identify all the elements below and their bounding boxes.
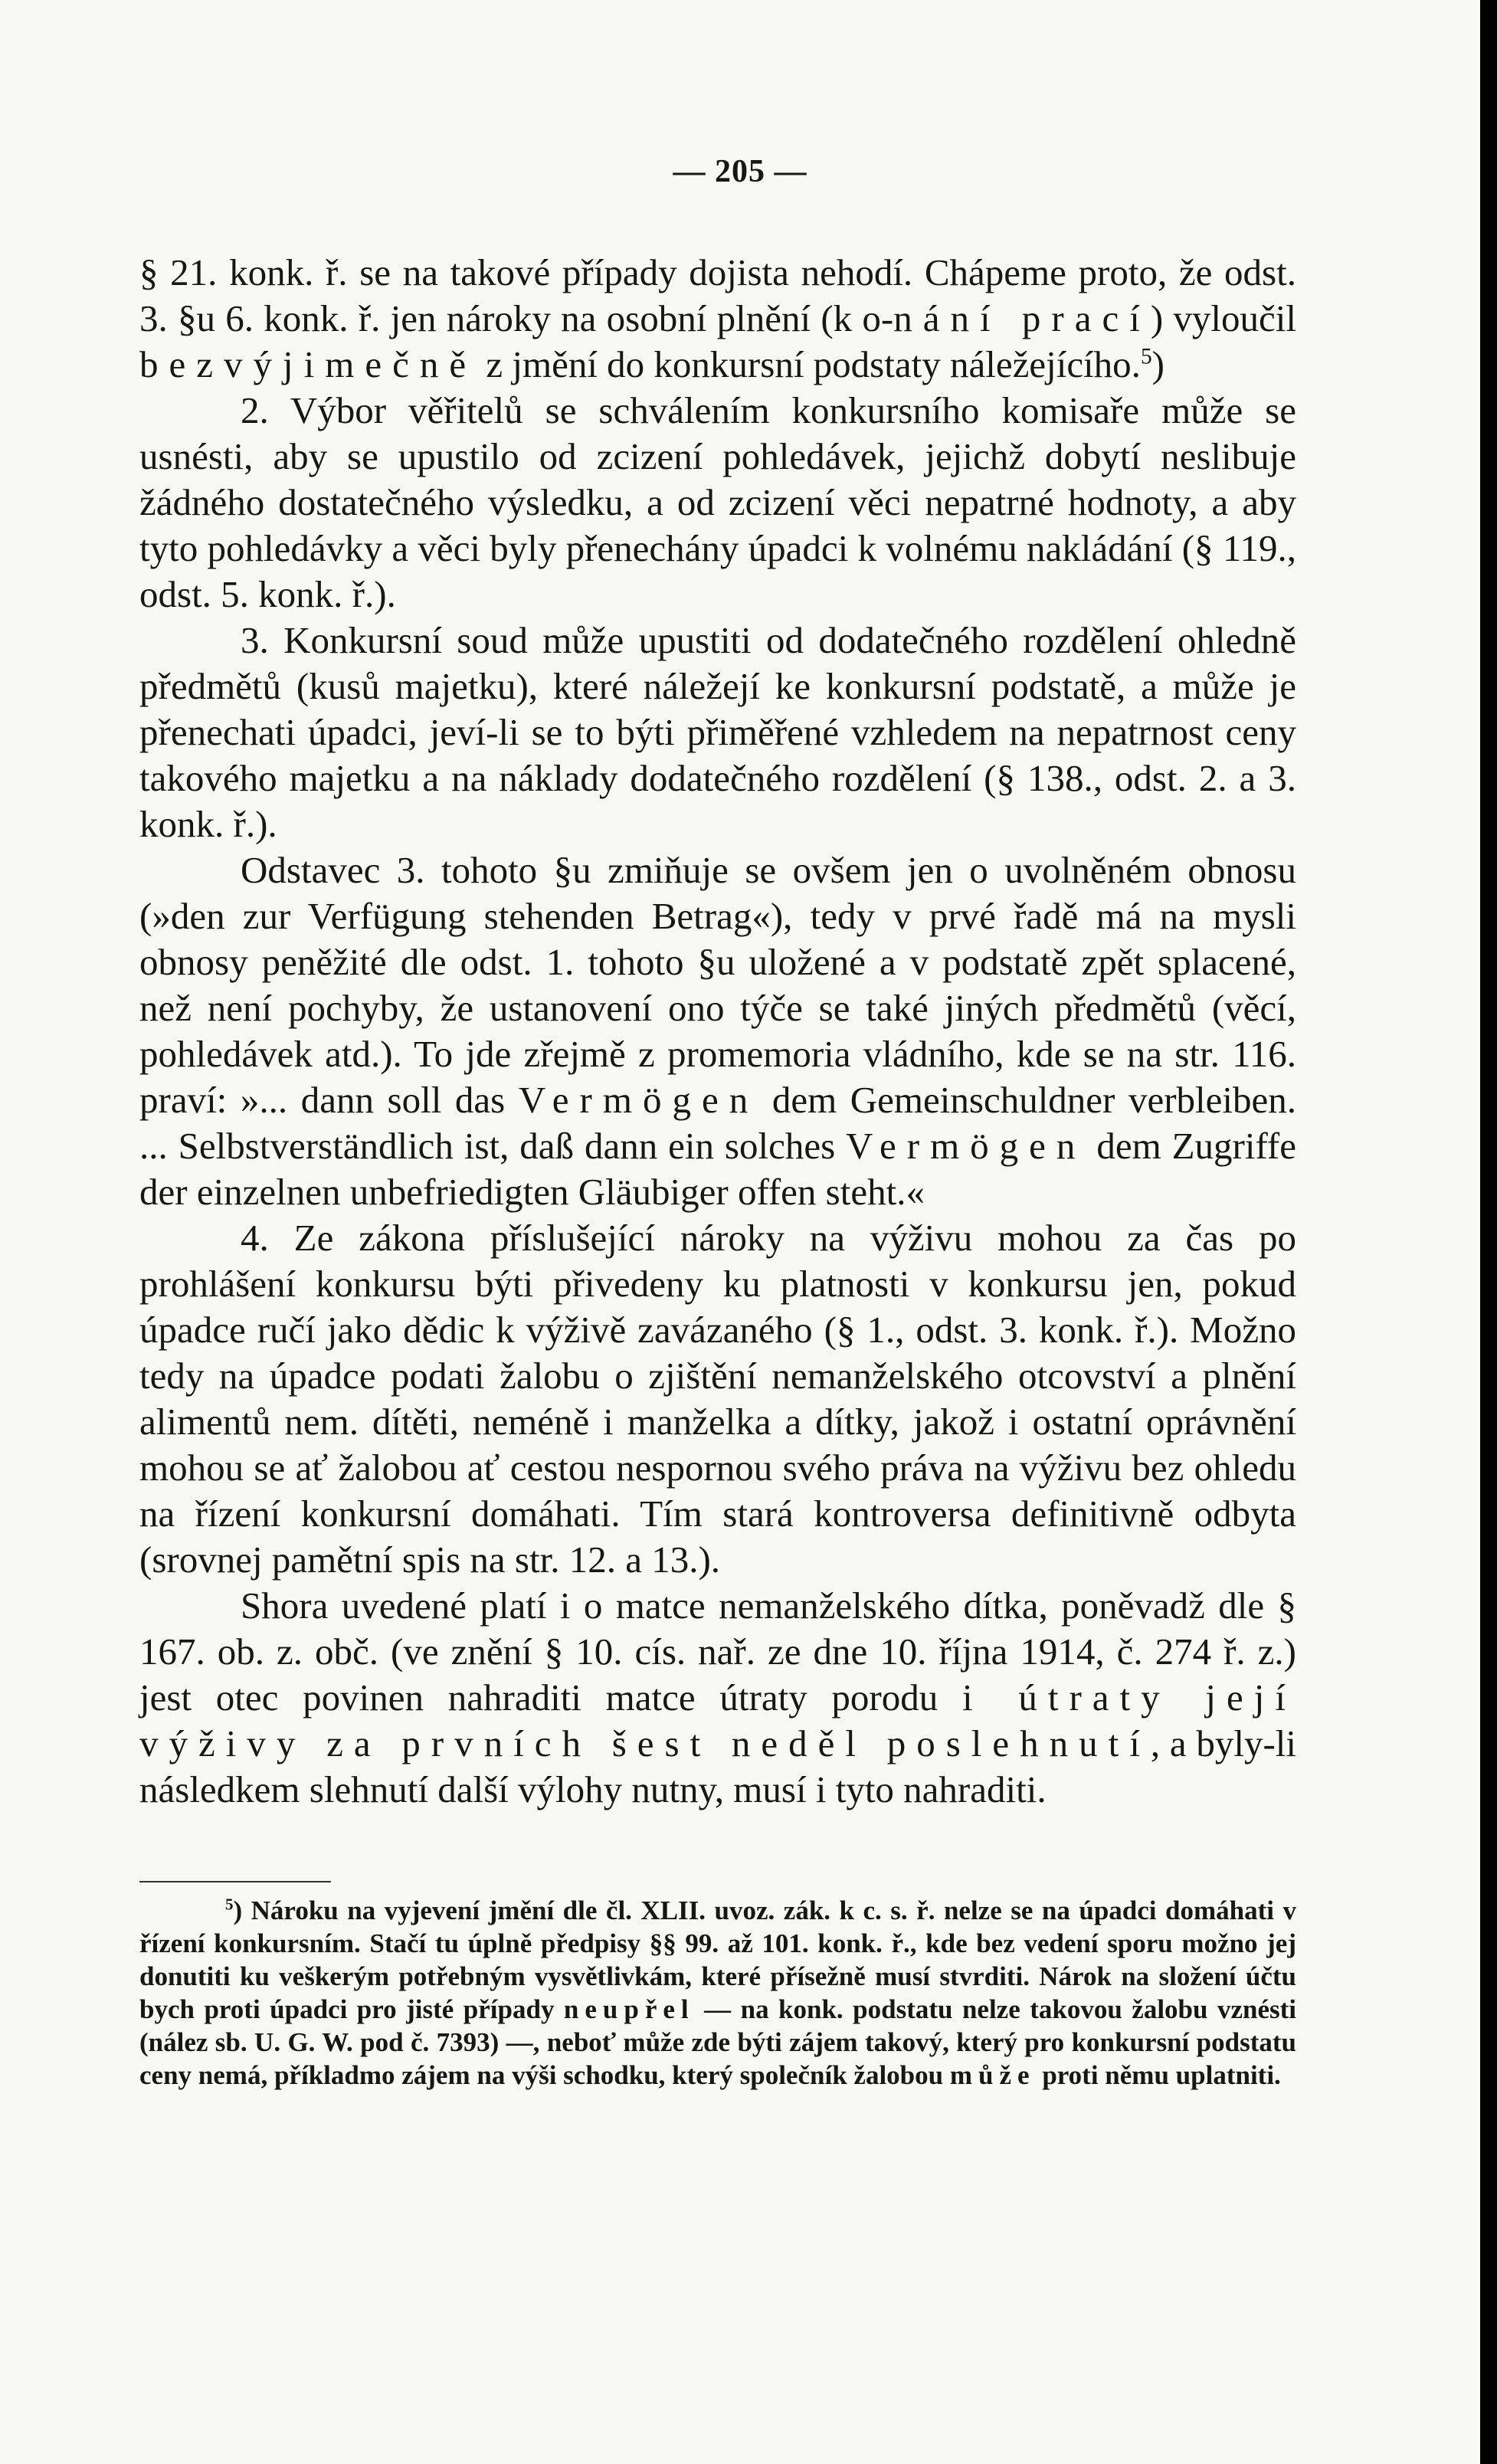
text-run: ) vyloučil bbox=[1150, 297, 1296, 339]
text-run: ) bbox=[1151, 343, 1165, 385]
text-run: , a byly-li následkem slehnutí další výlohy nutny, musí i tyto nahraditi. bbox=[139, 1722, 1296, 1810]
page-number: — 205 — bbox=[673, 154, 807, 189]
text-run: — na konk. podstatu nelze takovou žalobu vznésti (nález sb. U. G. W. pod č. 7393) —, neboť může zde býti zájem takový, který pro konkursní podstatu ceny nemá, příkladmo zájem na výši schodku, který společník žalobou bbox=[139, 1994, 1296, 2090]
text-run: ) Nároku na vyjevení jmění dle čl. XLII. uvoz. zák. k c. s. ř. nelze se na úpadci domáhati v řízení konkursním. Stačí tu úplně předpisy §§ 99. až 101. konk. ř., kde bez vedení sporu možno jej donutiti ku veškerým potřebným vysvětlivkám, které přísežně musí stvrditi. Nárok na složení účtu bych proti úpadci pro jisté případy bbox=[139, 1896, 1296, 2024]
body-text bbox=[139, 250, 1296, 1813]
text-run: může bbox=[949, 2060, 1036, 2090]
paragraph-4 bbox=[139, 847, 1296, 1215]
text-run: nání prací bbox=[893, 297, 1151, 339]
paragraph-2 bbox=[139, 388, 1296, 618]
text-run: dem Gemeinschuldner verbleiben. ... Selbstverständlich ist, daß dann ein solches bbox=[139, 1079, 1297, 1167]
text-run: neupřel bbox=[563, 1994, 695, 2024]
paragraph-3 bbox=[139, 618, 1296, 847]
paragraph-6 bbox=[139, 1583, 1296, 1813]
text-run: 2. Výbor věřitelů se schválením konkursního komisaře může se usnésti, aby se upustilo od zcizení pohledávek, jejichž dobytí neslibuje žádného dostatečného výsledku, a od zcizení věci nepatrné hodnoty, a aby tyto pohledávky a věci byly přenechány úpadci k volnému nakládání (§ 119., odst. 5. konk. ř.). bbox=[139, 389, 1296, 615]
text-run: bezvýjimečně bbox=[139, 343, 477, 385]
text-run: Odstavec 3. tohoto §u zmiňuje se ovšem jen o uvolněném obnosu (»den zur Verfügung stehenden Betrag«), tedy v prvé řadě má na mysli obnosy peněžité dle odst. 1. tohoto §u uložené a v podstatě zpět splacené, než není pochyby, že ustanovení ono týče se také jiných předmětů (věcí, pohledávek atd.). To jde zřejmě z promemoria vládního, kde se na str. 116. praví: »... dann soll das bbox=[139, 849, 1296, 1121]
text-run: dem Zugriffe der einzelnen unbefriedigten Gläubiger offen steht.« bbox=[139, 1125, 1296, 1213]
text-run: Vermögen bbox=[518, 1079, 759, 1121]
text-run: z jmění do konkursní podstaty náležejícího. bbox=[477, 343, 1141, 385]
footnote bbox=[139, 1894, 1296, 2092]
text-run: proti němu uplatniti. bbox=[1035, 2060, 1281, 2090]
text-run: § 21. konk. ř. se na takové případy dojista nehodí. Chápeme proto, že odst. 3. §u 6. konk. ř. jen nároky na osobní plnění (k o- bbox=[139, 251, 1296, 339]
text-run: 3. Konkursní soud může upustiti od dodatečného rozdělení ohledně předmětů (kusů majetku), které náležejí ke konkursní podstatě, a může je přenechati úpadci, jeví-li se to býti přiměřené vzhledem na nepatrnost ceny takového majetku a na náklady dodatečného rozdělení (§ 138., odst. 2. a 3. konk. ř.). bbox=[139, 619, 1296, 845]
text-run: 4. Ze zákona příslušející nároky na výživu mohou za čas po prohlášení konkursu býti přivedeny ku platnosti v konkursu jen, pokud úpadce ručí jako dědic k výživě zavázaného (§ 1., odst. 3. konk. ř.). Možno tedy na úpadce podati žalobu o zjištění nemanželského otcovství a plnění alimentů nem. dítěti, neméně i manželka a dítky, jakož i ostatní oprávnění mohou se ať žalobou ať cestou nespornou svého práva na výživu bez ohledu na řízení konkursní domáhati. Tím stará kontroversa definitivně odbyta (srovnej pamětní spis na str. 12. a 13.). bbox=[139, 1217, 1296, 1581]
text-run: Vermögen bbox=[846, 1125, 1086, 1167]
footnote-paragraph bbox=[139, 1894, 1296, 2092]
paragraph-5 bbox=[139, 1215, 1296, 1583]
paragraph-1 bbox=[139, 250, 1296, 388]
text-run: i útraty její výživy za prvních šest neděl poslehnutí bbox=[139, 1676, 1296, 1764]
footnote-ref: 5 bbox=[1140, 344, 1152, 369]
footnote-divider bbox=[139, 1881, 331, 1882]
footnote-marker: 5 bbox=[225, 1895, 234, 1914]
text-run: Shora uvedené platí i o matce nemanželského dítka, poněvadž dle § 167. ob. z. obč. (ve znění § 10. cís. nař. ze dne 10. října 1914, č. 274 ř. z.) jest otec povinen nahraditi matce útraty porodu bbox=[139, 1584, 1296, 1719]
